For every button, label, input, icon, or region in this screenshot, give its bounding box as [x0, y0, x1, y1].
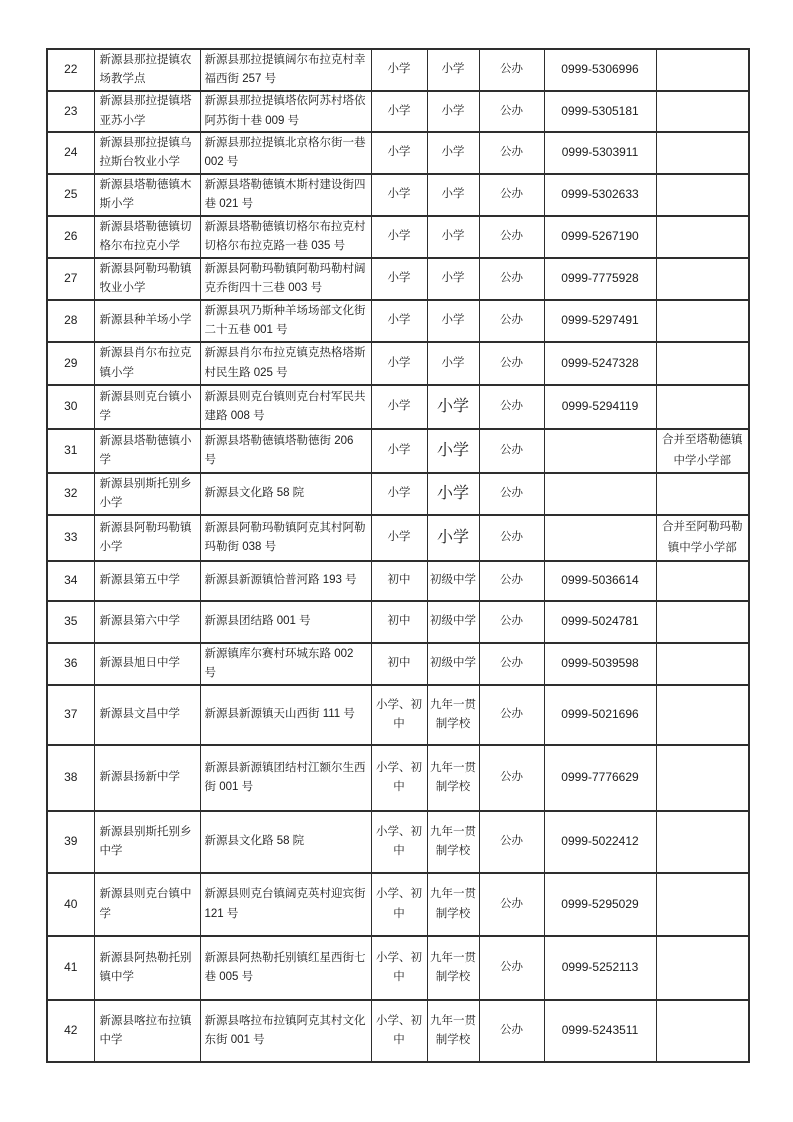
education-stage-cell: 小学、初中 — [371, 811, 427, 873]
remark-cell — [656, 132, 749, 174]
school-category-cell: 小学 — [427, 342, 479, 385]
education-stage-cell: 小学 — [371, 342, 427, 385]
school-table-body — [47, 49, 749, 1062]
table-row — [47, 342, 749, 385]
ownership-cell: 公办 — [479, 936, 544, 1000]
phone-number-cell: 0999-5305181 — [544, 91, 656, 132]
education-stage-cell: 小学 — [371, 91, 427, 132]
serial-number-cell: 31 — [47, 429, 94, 473]
ownership-cell: 公办 — [479, 561, 544, 601]
school-address-cell: 新源县阿勒玛勒镇阿勒玛勒村阔克乔街四十三巷 003 号 — [200, 258, 371, 300]
education-stage-cell: 小学 — [371, 515, 427, 561]
table-row — [47, 561, 749, 601]
school-address-cell: 新源县阿热勒托别镇红星西街七巷 005 号 — [200, 936, 371, 1000]
table-row — [47, 685, 749, 745]
phone-number-cell: 0999-5024781 — [544, 601, 656, 643]
school-category-cell: 小学 — [427, 174, 479, 216]
school-list-table — [46, 48, 750, 1063]
serial-number-cell: 23 — [47, 91, 94, 132]
phone-number-cell — [544, 515, 656, 561]
remark-cell — [656, 49, 749, 91]
phone-number-cell — [544, 429, 656, 473]
school-category-cell: 九年一贯制学校 — [427, 936, 479, 1000]
school-address-cell: 新源县阿勒玛勒镇阿克其村阿勒玛勒街 038 号 — [200, 515, 371, 561]
serial-number-cell: 25 — [47, 174, 94, 216]
phone-number-cell: 0999-5306996 — [544, 49, 656, 91]
table-row — [47, 515, 749, 561]
remark-cell — [656, 342, 749, 385]
serial-number-cell: 37 — [47, 685, 94, 745]
ownership-cell: 公办 — [479, 685, 544, 745]
remark-cell — [656, 216, 749, 258]
ownership-cell: 公办 — [479, 91, 544, 132]
table-row — [47, 300, 749, 342]
remark-cell: 合并至阿勒玛勒镇中学小学部 — [656, 515, 749, 561]
serial-number-cell: 22 — [47, 49, 94, 91]
school-name-cell: 新源县肖尔布拉克镇小学 — [94, 342, 200, 385]
school-name-cell: 新源县文昌中学 — [94, 685, 200, 745]
education-stage-cell: 小学 — [371, 49, 427, 91]
ownership-cell: 公办 — [479, 473, 544, 515]
school-category-cell: 初级中学 — [427, 561, 479, 601]
table-row — [47, 643, 749, 685]
education-stage-cell: 小学 — [371, 429, 427, 473]
serial-number-cell: 32 — [47, 473, 94, 515]
school-category-cell: 小学 — [427, 429, 479, 473]
school-address-cell: 新源县那拉提镇塔依阿苏村塔依阿苏街十巷 009 号 — [200, 91, 371, 132]
school-name-cell: 新源县则克台镇小学 — [94, 385, 200, 429]
remark-cell — [656, 811, 749, 873]
remark-cell — [656, 385, 749, 429]
education-stage-cell: 小学 — [371, 174, 427, 216]
education-stage-cell: 小学 — [371, 300, 427, 342]
serial-number-cell: 26 — [47, 216, 94, 258]
school-address-cell: 新源县那拉提镇北京格尔街一巷 002 号 — [200, 132, 371, 174]
education-stage-cell: 初中 — [371, 601, 427, 643]
school-category-cell: 小学 — [427, 515, 479, 561]
phone-number-cell: 0999-5297491 — [544, 300, 656, 342]
remark-cell — [656, 300, 749, 342]
school-address-cell: 新源县团结路 001 号 — [200, 601, 371, 643]
ownership-cell: 公办 — [479, 745, 544, 811]
school-name-cell: 新源县塔勒德镇切格尔布拉克小学 — [94, 216, 200, 258]
ownership-cell: 公办 — [479, 216, 544, 258]
serial-number-cell: 33 — [47, 515, 94, 561]
school-category-cell: 九年一贯制学校 — [427, 811, 479, 873]
phone-number-cell: 0999-5039598 — [544, 643, 656, 685]
school-category-cell: 小学 — [427, 300, 479, 342]
education-stage-cell: 小学 — [371, 258, 427, 300]
school-name-cell: 新源县塔勒德镇小学 — [94, 429, 200, 473]
education-stage-cell: 小学 — [371, 216, 427, 258]
phone-number-cell: 0999-5252113 — [544, 936, 656, 1000]
phone-number-cell: 0999-5243511 — [544, 1000, 656, 1062]
remark-cell — [656, 936, 749, 1000]
school-address-cell: 新源县喀拉布拉镇阿克其村文化东街 001 号 — [200, 1000, 371, 1062]
education-stage-cell: 初中 — [371, 643, 427, 685]
school-name-cell: 新源县阿热勒托别镇中学 — [94, 936, 200, 1000]
ownership-cell: 公办 — [479, 132, 544, 174]
serial-number-cell: 41 — [47, 936, 94, 1000]
table-row — [47, 49, 749, 91]
remark-cell — [656, 258, 749, 300]
education-stage-cell: 小学 — [371, 132, 427, 174]
school-address-cell: 新源县塔勒德镇木斯村建设街四巷 021 号 — [200, 174, 371, 216]
remark-cell — [656, 174, 749, 216]
school-category-cell: 九年一贯制学校 — [427, 685, 479, 745]
table-row — [47, 601, 749, 643]
ownership-cell: 公办 — [479, 811, 544, 873]
school-category-cell: 小学 — [427, 385, 479, 429]
school-name-cell: 新源县喀拉布拉镇中学 — [94, 1000, 200, 1062]
remark-cell — [656, 91, 749, 132]
education-stage-cell: 初中 — [371, 561, 427, 601]
remark-cell — [656, 473, 749, 515]
school-address-cell: 新源县塔勒德镇塔勒德街 206 号 — [200, 429, 371, 473]
serial-number-cell: 38 — [47, 745, 94, 811]
serial-number-cell: 36 — [47, 643, 94, 685]
ownership-cell: 公办 — [479, 385, 544, 429]
school-category-cell: 小学 — [427, 49, 479, 91]
ownership-cell: 公办 — [479, 1000, 544, 1062]
school-address-cell: 新源县那拉提镇阔尔布拉克村幸福西街 257 号 — [200, 49, 371, 91]
school-address-cell: 新源县则克台镇阔克英村迎宾街 121 号 — [200, 873, 371, 936]
school-category-cell: 初级中学 — [427, 643, 479, 685]
school-name-cell: 新源县阿勒玛勒镇小学 — [94, 515, 200, 561]
school-name-cell: 新源县种羊场小学 — [94, 300, 200, 342]
ownership-cell: 公办 — [479, 300, 544, 342]
table-row — [47, 473, 749, 515]
school-category-cell: 小学 — [427, 132, 479, 174]
school-address-cell: 新源镇库尔赛村环城东路 002 号 — [200, 643, 371, 685]
school-category-cell: 小学 — [427, 473, 479, 515]
ownership-cell: 公办 — [479, 342, 544, 385]
education-stage-cell: 小学、初中 — [371, 936, 427, 1000]
school-name-cell: 新源县第五中学 — [94, 561, 200, 601]
table-row — [47, 873, 749, 936]
school-category-cell: 九年一贯制学校 — [427, 745, 479, 811]
school-name-cell: 新源县别斯托别乡小学 — [94, 473, 200, 515]
table-row — [47, 258, 749, 300]
school-address-cell: 新源县新源镇恰普河路 193 号 — [200, 561, 371, 601]
ownership-cell: 公办 — [479, 643, 544, 685]
ownership-cell: 公办 — [479, 601, 544, 643]
table-row — [47, 936, 749, 1000]
education-stage-cell: 小学 — [371, 473, 427, 515]
phone-number-cell: 0999-5294119 — [544, 385, 656, 429]
phone-number-cell: 0999-5021696 — [544, 685, 656, 745]
phone-number-cell: 0999-7776629 — [544, 745, 656, 811]
ownership-cell: 公办 — [479, 258, 544, 300]
education-stage-cell: 小学、初中 — [371, 685, 427, 745]
remark-cell — [656, 1000, 749, 1062]
phone-number-cell: 0999-5022412 — [544, 811, 656, 873]
serial-number-cell: 34 — [47, 561, 94, 601]
school-category-cell: 小学 — [427, 91, 479, 132]
school-address-cell: 新源县巩乃斯种羊场场部文化街二十五巷 001 号 — [200, 300, 371, 342]
table-row — [47, 132, 749, 174]
school-address-cell: 新源县塔勒德镇切格尔布拉克村切格尔布拉克路一巷 035 号 — [200, 216, 371, 258]
table-row — [47, 174, 749, 216]
school-name-cell: 新源县别斯托别乡中学 — [94, 811, 200, 873]
phone-number-cell: 0999-5303911 — [544, 132, 656, 174]
school-name-cell: 新源县那拉提镇农场教学点 — [94, 49, 200, 91]
school-name-cell: 新源县塔勒德镇木斯小学 — [94, 174, 200, 216]
phone-number-cell — [544, 473, 656, 515]
school-name-cell: 新源县阿勒玛勒镇牧业小学 — [94, 258, 200, 300]
ownership-cell: 公办 — [479, 873, 544, 936]
education-stage-cell: 小学、初中 — [371, 873, 427, 936]
school-name-cell: 新源县旭日中学 — [94, 643, 200, 685]
ownership-cell: 公办 — [479, 515, 544, 561]
remark-cell — [656, 685, 749, 745]
phone-number-cell: 0999-5247328 — [544, 342, 656, 385]
serial-number-cell: 29 — [47, 342, 94, 385]
school-name-cell: 新源县那拉提镇塔亚苏小学 — [94, 91, 200, 132]
serial-number-cell: 42 — [47, 1000, 94, 1062]
school-address-cell: 新源县则克台镇则克台村军民共建路 008 号 — [200, 385, 371, 429]
remark-cell — [656, 561, 749, 601]
table-row — [47, 91, 749, 132]
serial-number-cell: 28 — [47, 300, 94, 342]
phone-number-cell: 0999-7775928 — [544, 258, 656, 300]
school-address-cell: 新源县文化路 58 院 — [200, 473, 371, 515]
table-row — [47, 385, 749, 429]
school-address-cell: 新源县新源镇天山西街 111 号 — [200, 685, 371, 745]
phone-number-cell: 0999-5267190 — [544, 216, 656, 258]
remark-cell — [656, 873, 749, 936]
school-category-cell: 小学 — [427, 216, 479, 258]
school-name-cell: 新源县第六中学 — [94, 601, 200, 643]
school-address-cell: 新源县文化路 58 院 — [200, 811, 371, 873]
remark-cell — [656, 601, 749, 643]
serial-number-cell: 30 — [47, 385, 94, 429]
phone-number-cell: 0999-5036614 — [544, 561, 656, 601]
ownership-cell: 公办 — [479, 49, 544, 91]
remark-cell — [656, 643, 749, 685]
school-category-cell: 小学 — [427, 258, 479, 300]
serial-number-cell: 40 — [47, 873, 94, 936]
school-category-cell: 九年一贯制学校 — [427, 873, 479, 936]
serial-number-cell: 24 — [47, 132, 94, 174]
education-stage-cell: 小学、初中 — [371, 745, 427, 811]
education-stage-cell: 小学 — [371, 385, 427, 429]
phone-number-cell: 0999-5302633 — [544, 174, 656, 216]
remark-cell — [656, 745, 749, 811]
school-name-cell: 新源县那拉提镇乌拉斯台牧业小学 — [94, 132, 200, 174]
education-stage-cell: 小学、初中 — [371, 1000, 427, 1062]
phone-number-cell: 0999-5295029 — [544, 873, 656, 936]
serial-number-cell: 39 — [47, 811, 94, 873]
school-category-cell: 九年一贯制学校 — [427, 1000, 479, 1062]
school-address-cell: 新源县新源镇团结村江额尔生西街 001 号 — [200, 745, 371, 811]
ownership-cell: 公办 — [479, 174, 544, 216]
table-row — [47, 1000, 749, 1062]
table-row — [47, 429, 749, 473]
table-row — [47, 216, 749, 258]
school-name-cell: 新源县扬新中学 — [94, 745, 200, 811]
serial-number-cell: 35 — [47, 601, 94, 643]
remark-cell: 合并至塔勒德镇中学小学部 — [656, 429, 749, 473]
school-category-cell: 初级中学 — [427, 601, 479, 643]
table-row — [47, 811, 749, 873]
serial-number-cell: 27 — [47, 258, 94, 300]
school-name-cell: 新源县则克台镇中学 — [94, 873, 200, 936]
school-address-cell: 新源县肖尔布拉克镇克热格塔斯村民生路 025 号 — [200, 342, 371, 385]
table-row — [47, 745, 749, 811]
ownership-cell: 公办 — [479, 429, 544, 473]
